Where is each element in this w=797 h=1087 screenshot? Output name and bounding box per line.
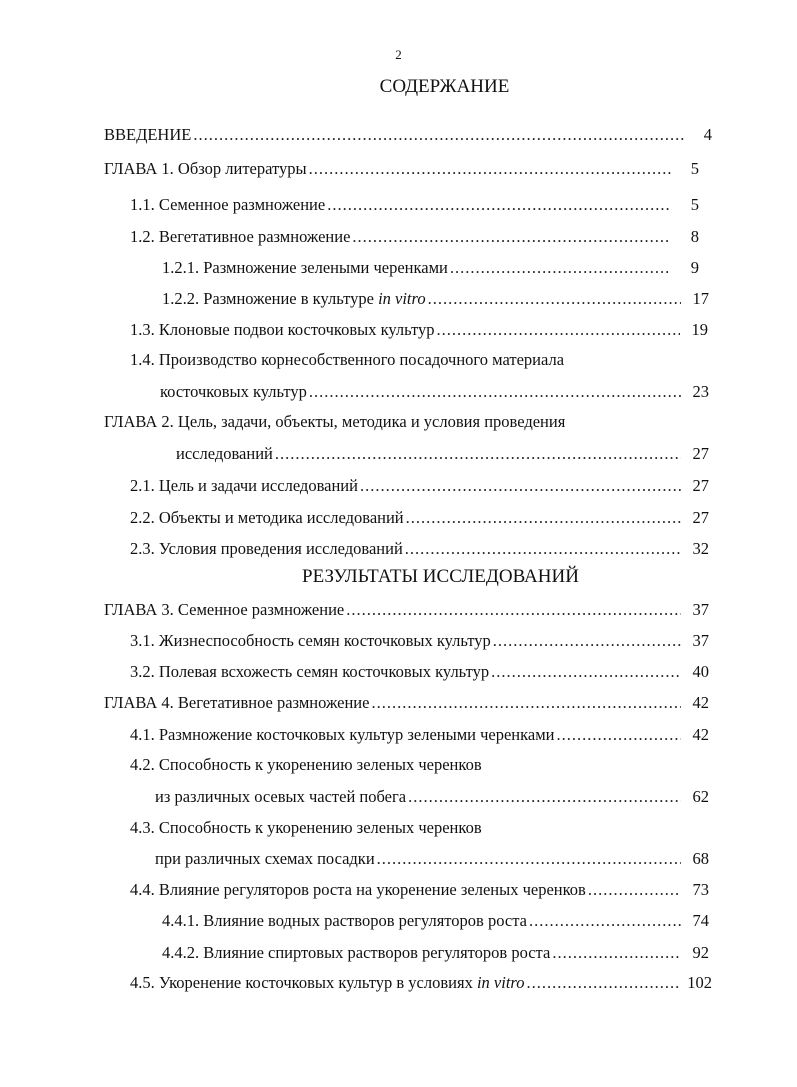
- toc-entry-text: 3.2. Полевая всхожесть семян косточковых культур: [130, 662, 490, 681]
- toc-entry-page: 73: [692, 880, 709, 899]
- toc-entry-text: косточковых культур: [160, 382, 307, 401]
- toc-entry-2-2[interactable]: [130, 506, 709, 530]
- dot-leader: [309, 380, 681, 404]
- toc-entry-page: 19: [691, 320, 708, 339]
- toc-entry-text: ГЛАВА 4. Вегетативное размножение: [104, 693, 370, 712]
- toc-entry-4-4-2[interactable]: [162, 941, 709, 965]
- toc-entry-3-1[interactable]: [130, 629, 709, 653]
- dot-leader: [352, 225, 671, 249]
- toc-entry-text-main: 1.2.2. Размножение в культуре: [162, 289, 379, 308]
- toc-entry-text-italic: in vitro: [378, 289, 426, 308]
- toc-entry-text: 1.2.1. Размножение зелеными черенками: [162, 258, 448, 277]
- toc-entry-1-2-1[interactable]: [162, 256, 699, 280]
- toc-entry-2-1[interactable]: [130, 474, 709, 498]
- toc-entry-1-2[interactable]: [130, 225, 699, 249]
- toc-entry-1-1[interactable]: [130, 193, 699, 217]
- toc-entry-4-4[interactable]: [130, 878, 709, 902]
- dot-leader: [450, 256, 671, 280]
- toc-entry-text: 2.3. Условия проведения исследований: [130, 539, 403, 558]
- results-heading: РЕЗУЛЬТАТЫ ИССЛЕДОВАНИЙ: [302, 566, 579, 587]
- toc-entry-ch1[interactable]: [104, 157, 699, 181]
- toc-entry-page: 102: [687, 973, 712, 992]
- toc-entry-ch2[interactable]: [176, 442, 709, 466]
- toc-entry-1-2-2[interactable]: [162, 287, 709, 311]
- dot-leader: [493, 629, 681, 653]
- toc-entry-page: 40: [692, 662, 709, 681]
- dot-leader: [552, 941, 681, 965]
- dot-leader: [491, 660, 681, 684]
- toc-entry-text: 1.2. Вегетативное размножение: [130, 227, 351, 246]
- toc-entry-page: 92: [692, 943, 709, 962]
- toc-entry-ch2-line1[interactable]: ГЛАВА 2. Цель, задачи, объекты, методика и условия проведения: [104, 412, 566, 431]
- toc-entry-text: 4.4. Влияние регуляторов роста на укоренение зеленых черенков: [130, 880, 586, 899]
- toc-entry-text-italic: in vitro: [476, 973, 525, 992]
- toc-entry-3-2[interactable]: [130, 660, 709, 684]
- dot-leader: [377, 847, 681, 871]
- toc-entry-page: 17: [692, 289, 709, 308]
- dot-leader: [193, 123, 684, 147]
- dot-leader: [327, 193, 671, 217]
- toc-entry-4-3[interactable]: [155, 847, 709, 871]
- dot-leader: [360, 474, 681, 498]
- toc-entry-text: 2.2. Объекты и методика исследований: [130, 508, 404, 527]
- toc-entry-text: из различных осевых частей побега: [155, 787, 407, 806]
- toc-entry-4-5[interactable]: [130, 971, 712, 995]
- toc-entry-ch3[interactable]: [104, 598, 709, 622]
- dot-leader: [346, 598, 681, 622]
- toc-entry-text: [162, 287, 426, 311]
- dot-leader: [408, 785, 681, 809]
- toc-entry-text: 1.1. Семенное размножение: [130, 195, 326, 214]
- toc-entry-ch4[interactable]: [104, 691, 709, 715]
- toc-entry-page: 42: [692, 693, 709, 712]
- toc-entry-4-3-line1[interactable]: 4.3. Способность к укоренению зеленых черенков: [130, 818, 482, 837]
- dot-leader: [588, 878, 681, 902]
- toc-entry-text: 2.1. Цель и задачи исследований: [130, 476, 358, 495]
- dot-leader: [309, 157, 671, 181]
- toc-entry-4-1[interactable]: [130, 723, 709, 747]
- toc-entry-4-2-line1[interactable]: 4.2. Способность к укоренению зеленых черенков: [130, 755, 482, 774]
- toc-entry-page: 27: [692, 444, 709, 463]
- toc-entry-text: 1.3. Клоновые подвои косточковых культур: [130, 320, 435, 339]
- page-number: 2: [395, 47, 402, 62]
- toc-entry-page: 27: [692, 508, 709, 527]
- toc-entry-1-3[interactable]: [130, 318, 708, 342]
- dot-leader: [557, 723, 682, 747]
- dot-leader: [275, 442, 681, 466]
- dot-leader: [529, 909, 681, 933]
- toc-entry-1-4[interactable]: [160, 380, 709, 404]
- toc-entry-page: 62: [692, 787, 709, 806]
- dot-leader: [526, 971, 681, 995]
- dot-leader: [371, 691, 681, 715]
- toc-entry-intro[interactable]: [104, 123, 712, 147]
- dot-leader: [406, 506, 681, 530]
- toc-entry-text: [130, 971, 524, 995]
- toc-entry-page: 4: [703, 125, 712, 144]
- toc-entry-text: при различных схемах посадки: [155, 849, 375, 868]
- toc-entry-page: 27: [692, 476, 709, 495]
- toc-entry-4-2[interactable]: [155, 785, 709, 809]
- dot-leader: [405, 537, 681, 561]
- toc-entry-text: 3.1. Жизнеспособность семян косточковых культур: [130, 631, 491, 650]
- toc-entry-page: 9: [690, 258, 699, 277]
- toc-entry-text: ГЛАВА 3. Семенное размножение: [104, 600, 345, 619]
- toc-entry-text: 4.4.1. Влияние водных растворов регуляторов роста: [162, 911, 527, 930]
- toc-entry-text: 4.1. Размножение косточковых культур зелеными черенками: [130, 725, 555, 744]
- toc-entry-page: 23: [692, 382, 709, 401]
- toc-entry-page: 74: [692, 911, 709, 930]
- toc-entry-text-main: 4.5. Укоренение косточковых культур в условиях: [130, 973, 477, 992]
- dot-leader: [428, 287, 681, 311]
- toc-entry-page: 5: [690, 195, 699, 214]
- toc-entry-text: исследований: [176, 444, 273, 463]
- toc-entry-1-4-line1[interactable]: 1.4. Производство корнесобственного посадочного материала: [130, 350, 565, 369]
- toc-entry-page: 32: [692, 539, 709, 558]
- toc-entry-4-4-1[interactable]: [162, 909, 709, 933]
- toc-entry-page: 37: [692, 600, 709, 619]
- toc-entry-2-3[interactable]: [130, 537, 709, 561]
- toc-title: СОДЕРЖАНИЕ: [379, 76, 510, 97]
- dot-leader: [437, 318, 680, 342]
- toc-entry-text: 4.4.2. Влияние спиртовых растворов регуляторов роста: [162, 943, 551, 962]
- toc-entry-text: ВВЕДЕНИЕ: [104, 125, 192, 144]
- toc-entry-page: 68: [692, 849, 709, 868]
- toc-entry-page: 42: [692, 725, 709, 744]
- toc-entry-page: 37: [692, 631, 709, 650]
- toc-entry-page: 8: [690, 227, 699, 246]
- toc-entry-page: 5: [690, 159, 699, 178]
- toc-entry-text: ГЛАВА 1. Обзор литературы: [104, 159, 307, 178]
